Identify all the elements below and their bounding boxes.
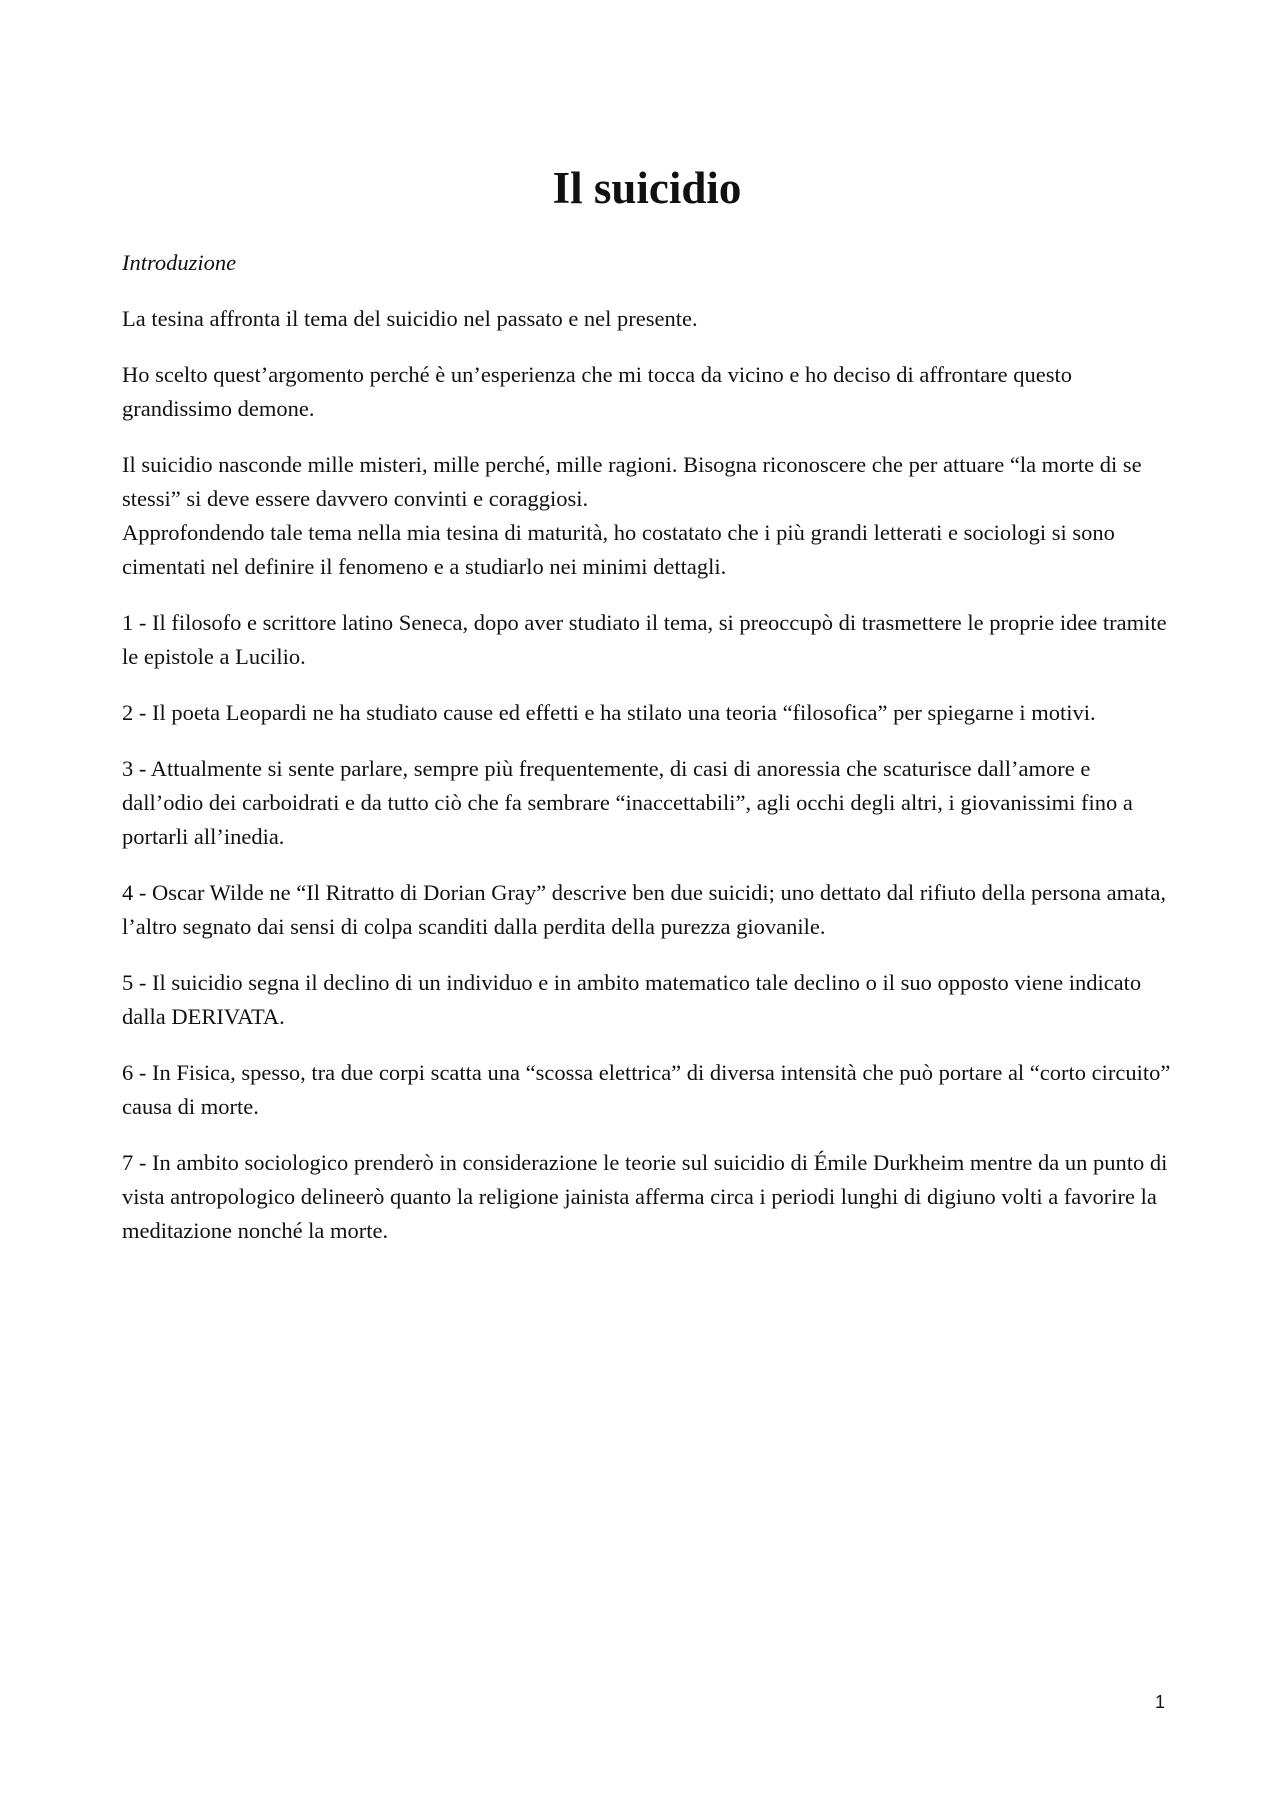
page-number: 1 xyxy=(1154,1692,1165,1712)
list-item-derivata: 5 - Il suicidio segna il declino di un individuo e in ambito matematico tale declino o il suo opposto viene indicato dalla DERIVATA. xyxy=(122,970,1142,1029)
paragraph-tema: La tesina affronta il tema del suicidio nel passato e nel presente. xyxy=(122,306,698,331)
body-text xyxy=(122,246,1172,1270)
list-item-wilde: 4 - Oscar Wilde ne “Il Ritratto di Dorian Gray” descrive ben due suicidi; uno dettato dal rifiuto della persona amata, l’altro segnato dai sensi di colpa scanditi dalla perdita della purezza giovanile. xyxy=(122,880,1166,939)
paragraph-approfondimento: Approfondendo tale tema nella mia tesina di maturità, ho costatato che i più grandi letterati e sociologi si sono cimentati nel definire il fenomeno e a studiarlo nei minimi dettagli. xyxy=(122,520,1115,579)
list-item-leopardi: 2 - Il poeta Leopardi ne ha studiato cause ed effetti e ha stilato una teoria “filosofica” per spiegarne i motivi. xyxy=(122,700,1096,725)
page-title: Il suicidio xyxy=(552,163,742,213)
section-heading-introduzione: Introduzione xyxy=(122,250,237,275)
list-item-fisica: 6 - In Fisica, spesso, tra due corpi scatta una “scossa elettrica” di diversa intensità che può portare al “corto circuito” causa di morte. xyxy=(122,1060,1171,1119)
paragraph-misteri: Il suicidio nasconde mille misteri, mille perché, mille ragioni. Bisogna riconoscere che per attuare “la morte di se stessi” si deve essere davvero convinti e coraggiosi. xyxy=(122,452,1142,511)
list-item-seneca: 1 - Il filosofo e scrittore latino Seneca, dopo aver studiato il tema, si preoccupò di trasmettere le proprie idee tramite le epistole a Lucilio. xyxy=(122,610,1167,669)
list-item-anoressia: 3 - Attualmente si sente parlare, sempre più frequentemente, di casi di anoressia che scaturisce dall’amore e dall’odio dei carboidrati e da tutto ciò che fa sembrare “inaccettabili”, agli occhi degli altri, i giovanissimi fino a portarli all’inedia. xyxy=(122,756,1133,849)
list-item-durkheim: 7 - In ambito sociologico prenderò in considerazione le teorie sul suicidio di Émile Durkheim mentre da un punto di vista antropologico delineerò quanto la religione jainista afferma circa i periodi lunghi di digiuno volti a favorire la meditazione nonché la morte. xyxy=(122,1150,1168,1243)
paragraph-scelta: Ho scelto quest’argomento perché è un’esperienza che mi tocca da vicino e ho deciso di affrontare questo grandissimo demone. xyxy=(122,362,1073,421)
